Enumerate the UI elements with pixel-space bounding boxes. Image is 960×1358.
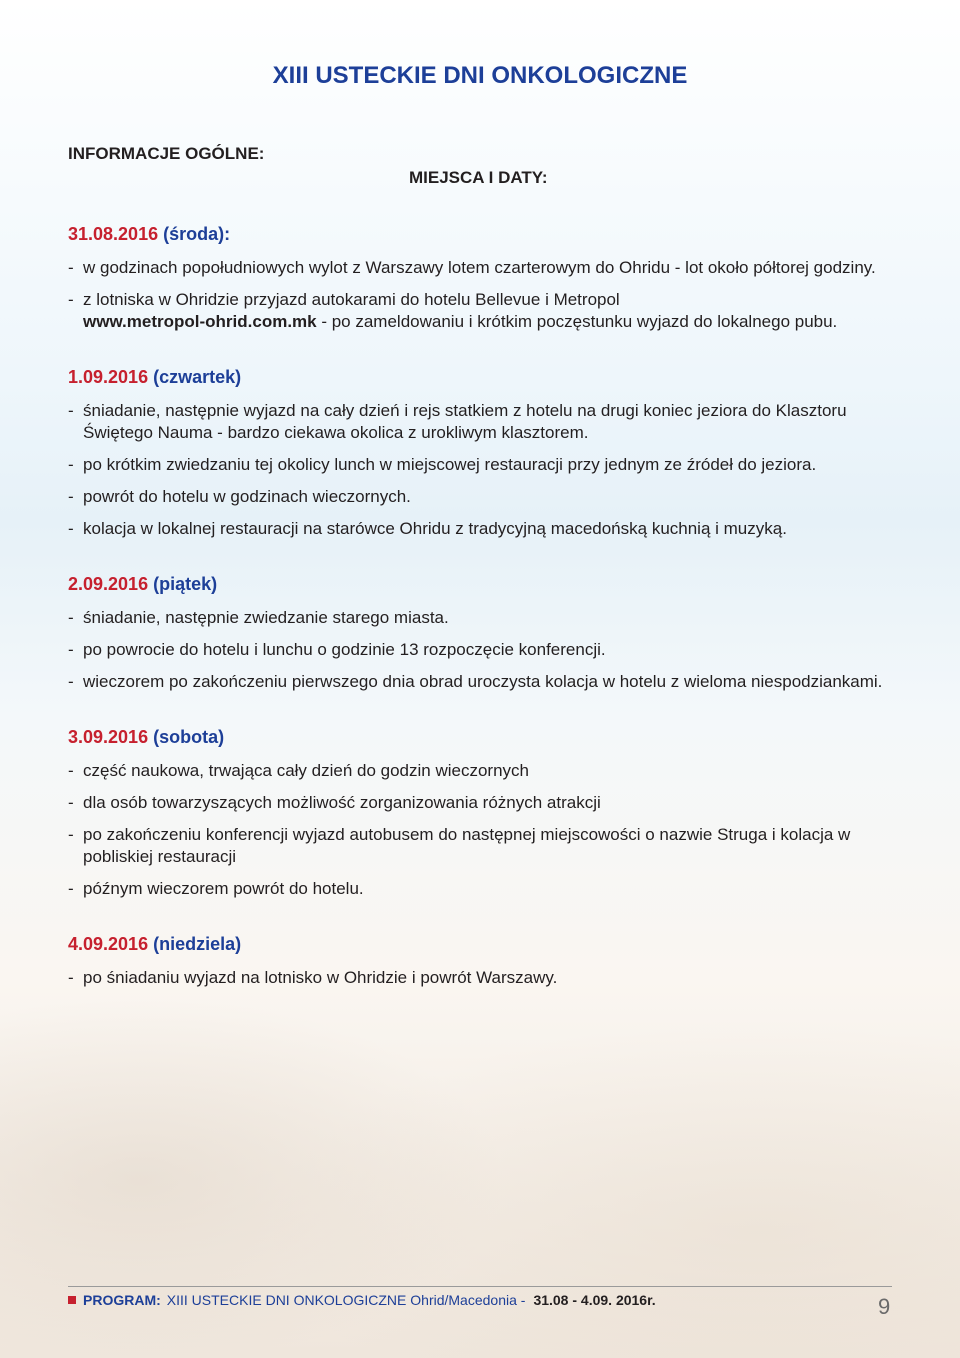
day-name: (sobota) [148, 727, 225, 747]
day-date: 3.09.2016 [68, 727, 149, 747]
day-items [68, 967, 898, 989]
day-items [68, 607, 898, 693]
item-text: dla osób towarzyszących możliwość zorganizowania różnych atrakcji [83, 793, 601, 812]
footer-label: PROGRAM: [83, 1292, 161, 1308]
hotel-website-link[interactable]: www.metropol-ohrid.com.mk [83, 312, 317, 331]
day-items [68, 257, 898, 333]
day-section [68, 574, 898, 693]
day-name: (niedziela) [148, 934, 242, 954]
day-title [68, 367, 898, 388]
item-text: w godzinach popołudniowych wylot z Warszawy lotem czarterowym do Ohridu - lot około półtorej godziny. [83, 258, 876, 277]
day-section [68, 224, 898, 333]
day-title [68, 224, 898, 245]
list-item [68, 518, 898, 540]
list-item [68, 878, 898, 900]
program-content [68, 224, 898, 1023]
day-items [68, 400, 898, 540]
list-item [68, 639, 898, 661]
list-item [68, 792, 898, 814]
day-name: (czwartek) [148, 367, 242, 387]
red-square-icon [68, 1296, 76, 1304]
day-items [68, 760, 898, 900]
day-section [68, 934, 898, 989]
item-text: śniadanie, następnie zwiedzanie starego miasta. [83, 608, 449, 627]
item-text: po krótkim zwiedzaniu tej okolicy lunch w miejscowej restauracji przy jednym ze źródeł do jeziora. [83, 455, 817, 474]
general-info-heading: INFORMACJE OGÓLNE: [68, 144, 265, 163]
list-item [68, 671, 898, 693]
page-number: 9 [878, 1294, 891, 1319]
list-item [68, 454, 898, 476]
list-item [68, 486, 898, 508]
day-section [68, 367, 898, 540]
day-title [68, 574, 898, 595]
day-date: 1.09.2016 [68, 367, 149, 387]
list-item [68, 967, 898, 989]
footer-divider [68, 1286, 892, 1287]
footer [68, 1292, 656, 1308]
list-item [68, 760, 898, 782]
footer-dates: 31.08 - 4.09. 2016r. [533, 1292, 656, 1308]
day-section [68, 727, 898, 900]
day-title [68, 727, 898, 748]
item-text: kolacja w lokalnej restauracji na starówce Ohridu z tradycyjną macedońską kuchnią i muzyką. [83, 519, 787, 538]
list-item [68, 257, 898, 279]
page-title: XIII USTECKIE DNI ONKOLOGICZNE [272, 62, 688, 89]
day-name: (środa): [158, 224, 231, 244]
item-text: po zakończeniu konferencji wyjazd autobusem do następnej miejscowości o nazwie Struga i kolacja w pobliskiej restauracji [83, 825, 851, 866]
list-item [68, 400, 898, 444]
item-text: część naukowa, trwająca cały dzień do godzin wieczornych [83, 761, 530, 780]
day-title [68, 934, 898, 955]
item-text: śniadanie, następnie wyjazd na cały dzień i rejs statkiem z hotelu na drugi koniec jeziora do Klasztoru Świętego Nauma - bardzo ciekawa okolica z urokliwym klasztorem. [83, 401, 847, 442]
footer-program: XIII USTECKIE DNI ONKOLOGICZNE Ohrid/Macedonia - [166, 1292, 526, 1308]
item-text: z lotniska w Ohridzie przyjazd autokarami do hotelu Bellevue i Metropol [83, 290, 620, 309]
list-item [68, 289, 898, 333]
list-item [68, 824, 898, 868]
item-text: po śniadaniu wyjazd na lotnisko w Ohridzie i powrót Warszawy. [83, 968, 558, 987]
day-date: 31.08.2016 [68, 224, 159, 244]
day-date: 4.09.2016 [68, 934, 149, 954]
day-date: 2.09.2016 [68, 574, 149, 594]
day-name: (piątek) [148, 574, 218, 594]
item-text: późnym wieczorem powrót do hotelu. [83, 879, 364, 898]
item-text: po powrocie do hotelu i lunchu o godzinie 13 rozpoczęcie konferencji. [83, 640, 606, 659]
places-dates-heading: MIEJSCA I DATY: [409, 168, 548, 187]
list-item [68, 607, 898, 629]
item-text: powrót do hotelu w godzinach wieczornych. [83, 487, 411, 506]
item-text: wieczorem po zakończeniu pierwszego dnia obrad uroczysta kolacja w hotelu z wieloma niespodziankami. [83, 672, 883, 691]
item-text-after: - po zameldowaniu i krótkim poczęstunku wyjazd do lokalnego pubu. [316, 312, 838, 331]
